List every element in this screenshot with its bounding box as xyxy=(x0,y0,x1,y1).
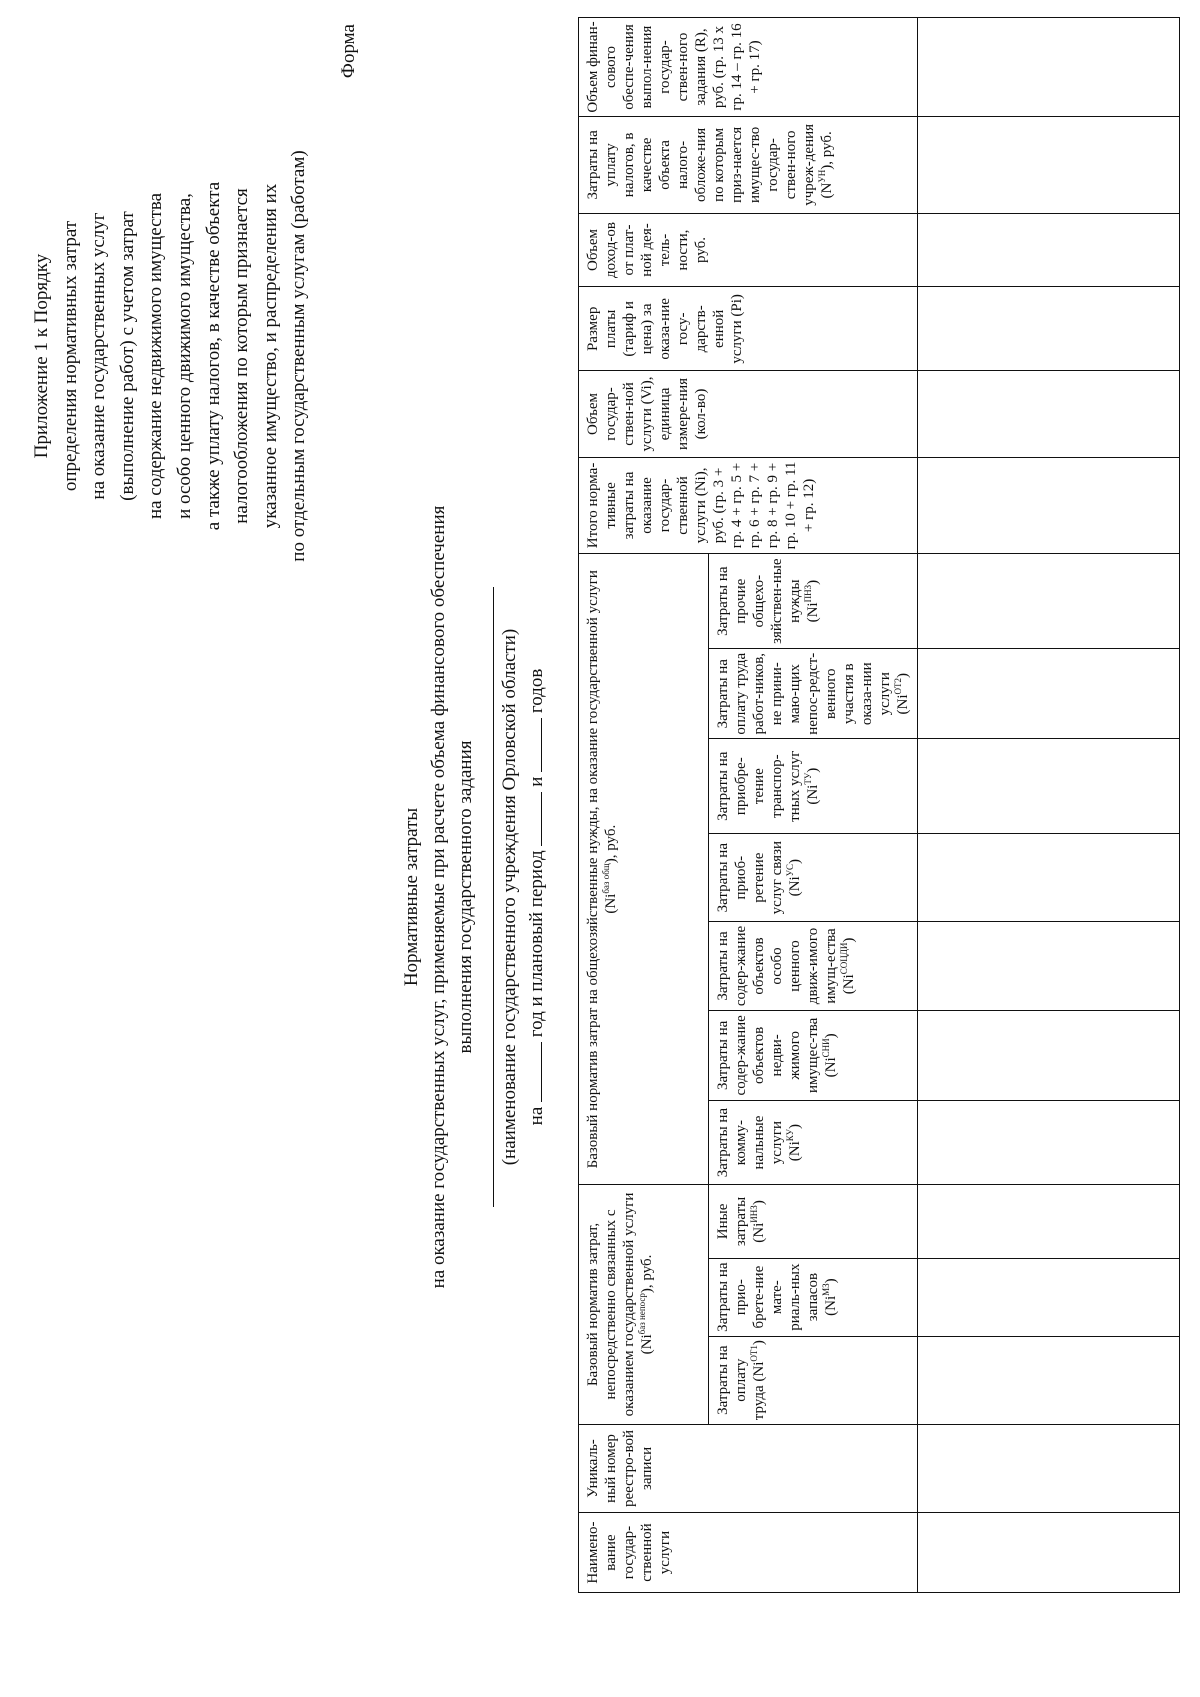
title-line-3: выполнения государственного задания xyxy=(455,740,476,1054)
plan-year-1-blank xyxy=(523,792,542,846)
organization-name-line xyxy=(493,587,494,1207)
sub-sup: СОЦДИ xyxy=(839,942,849,975)
header-general-communications xyxy=(709,834,918,922)
table-cell xyxy=(918,834,1180,922)
table-cell xyxy=(918,1424,1180,1512)
sub-sup: ПНЗ xyxy=(803,584,813,603)
sub-tail: ) xyxy=(895,672,911,678)
table-cell xyxy=(918,554,1180,649)
header-service-name-text: Наимено-вание государ-ственной услуги xyxy=(585,1521,673,1584)
form-label: Форма xyxy=(338,24,359,79)
sub-text: Иные затраты (Ni xyxy=(715,1196,767,1247)
group-general-sup: баз общ xyxy=(601,863,611,894)
header-general-utilities xyxy=(709,1101,918,1185)
sub-text: Затраты на содер-жание объектов особо ценного движ-имого имущ-ества (Ni xyxy=(715,925,857,1007)
sub-text: Затраты на оплату труда работ-ников, не прини-маю-щих непос-редст-венного участия в оказа-нии услуги (Ni xyxy=(715,652,911,735)
header-direct-labor xyxy=(709,1336,918,1424)
year-blank xyxy=(523,1042,542,1102)
title-line-1: Нормативные затраты xyxy=(401,807,422,987)
header-tax xyxy=(579,117,918,214)
header-tax-text: Затраты на уплату налогов, в качестве объекта налого-обложе-ния по которым приз-нается имущес-тво государ-ствен-ного учреж-дения (N xyxy=(585,123,835,206)
period-mid: год и плановый период xyxy=(526,850,547,1038)
sub-tail: ) xyxy=(805,579,821,585)
appendix-line: (выполнение работ) с учетом затрат xyxy=(116,211,138,501)
header-direct-materials xyxy=(709,1258,918,1336)
table-cell xyxy=(918,1010,1180,1100)
header-income-text: Объем доход-ов от плат-ной дея-тель-ности, руб. xyxy=(585,222,709,278)
sub-text: Затраты на комму-нальные услуги (Ni xyxy=(715,1107,803,1178)
header-service-name xyxy=(579,1513,918,1593)
plan-year-2-blank xyxy=(523,718,542,772)
table-cell xyxy=(918,1513,1180,1593)
table-cell xyxy=(918,649,1180,739)
appendix-header xyxy=(28,36,314,676)
table-cell xyxy=(918,117,1180,214)
sub-tail: ) xyxy=(751,1340,767,1346)
appendix-line: указанное имущество, и распределения их xyxy=(259,183,281,529)
table-cell xyxy=(918,922,1180,1010)
table-cell xyxy=(918,287,1180,371)
group-direct-text: Базовый норматив затрат, непосредственно связанных с оказанием государственной услуги (Ni xyxy=(585,1192,655,1417)
sub-text: Затраты на приобре-тение транспор-тных услуг (Ni xyxy=(715,750,821,822)
header-income xyxy=(579,213,918,287)
sub-tail: ) xyxy=(751,1200,767,1206)
header-general-other-needs xyxy=(709,554,918,649)
sub-tail: ) xyxy=(787,859,803,864)
sub-tail: ) xyxy=(823,1278,839,1284)
sub-sup: ТУ xyxy=(803,772,813,785)
sub-text: Затраты на прочие общехо-зяйствен-ные нужды (Ni xyxy=(715,558,821,644)
header-general-transport xyxy=(709,739,918,834)
sub-tail: ) xyxy=(787,1123,803,1129)
appendix-line: определения нормативных затрат xyxy=(59,220,81,492)
sub-tail: ) xyxy=(805,767,821,773)
table-cell xyxy=(918,213,1180,287)
header-price-text: Размер платы (тариф и цена) за оказа-ние госу-дарств-енной услуги (Pi) xyxy=(585,294,745,364)
table-cell xyxy=(918,1185,1180,1259)
header-registry-number xyxy=(579,1424,918,1512)
sub-sup: СНИ xyxy=(821,1038,831,1058)
norm-costs-table xyxy=(578,17,1180,1593)
sub-sup: ОТ2 xyxy=(893,677,903,695)
header-volume-text: Объем государ-ствен-ной услуги (Vi), единица измере-ния (кол-во) xyxy=(585,376,709,452)
header-general-indirect-labor xyxy=(709,649,918,739)
header-tax-sup: УН xyxy=(817,169,827,183)
appendix-line: на оказание государственных услуг xyxy=(88,212,110,500)
appendix-line: на содержание недвижимого имущества xyxy=(145,192,167,520)
appendix-line: Приложение 1 к Порядку xyxy=(31,253,52,459)
header-volume xyxy=(579,371,918,457)
title-line-2: на оказание государственных услуг, применяемые при расчете объема финансового обеспечения xyxy=(428,505,449,1289)
sub-tail: ) xyxy=(841,937,857,943)
table-cell xyxy=(918,18,1180,117)
header-price xyxy=(579,287,918,371)
header-direct-other xyxy=(709,1185,918,1259)
appendix-line: налогообложения по которым признается xyxy=(231,188,253,524)
header-group-general xyxy=(579,554,709,1185)
header-funding xyxy=(579,18,918,117)
appendix-line: по отдельным государственным услугам (работам) xyxy=(288,150,310,562)
appendix-line: и особо ценного движимого имущества, xyxy=(173,193,195,519)
period-prefix: на xyxy=(526,1106,547,1126)
table-cell xyxy=(918,371,1180,457)
table-cell xyxy=(918,739,1180,834)
group-general-tail: ), руб. xyxy=(603,824,619,864)
header-tax-tail: ), руб. xyxy=(819,131,835,170)
header-total xyxy=(579,457,918,554)
group-direct-tail: ), руб. xyxy=(639,1254,655,1294)
sub-sup: ИНЗ xyxy=(749,1205,759,1223)
sub-sup: КУ xyxy=(785,1128,795,1142)
table-cell xyxy=(918,1258,1180,1336)
period-and: и xyxy=(526,776,547,787)
sub-text: Затраты на прио-брете-ние мате-риаль-ных запасов (Ni xyxy=(715,1262,839,1332)
table-cell xyxy=(918,1101,1180,1185)
document-title xyxy=(398,297,550,1497)
sub-text: Затраты на оплату труда (Ni xyxy=(715,1345,767,1421)
group-direct-sup: баз непоср xyxy=(637,1293,647,1335)
sub-sup: ОТ1 xyxy=(749,1345,759,1362)
header-registry-number-text: Уникаль-ный номер реестро-вой записи xyxy=(585,1429,655,1508)
table-cell xyxy=(918,457,1180,554)
header-group-direct xyxy=(579,1185,709,1425)
sub-sup: МЗ xyxy=(821,1283,831,1296)
appendix-line: а также уплату налогов, в качестве объекта xyxy=(202,181,224,531)
header-funding-text: Объем финан-сового обеспе-чения выпол-нения государ-ствен-ного задания (R), руб. (гр. 13 x гр. 14 – гр. 16 + гр. 17) xyxy=(585,21,763,113)
sub-text: Затраты на приоб-ретение услуг связи (Ni xyxy=(715,840,803,915)
header-general-movable-property xyxy=(709,922,918,1010)
header-total-text: Итого норма-тивные затраты на оказание государ-ственной услуги (Ni), руб. (гр. 3 + гр. 4 + гр. 5 + гр. 6 + гр. 7 + гр. 8 + гр. 9 + гр. 10 + гр. 11 + гр. 12) xyxy=(585,461,817,550)
group-general-text: Базовый норматив затрат на общехозяйственные нужды, на оказание государственной услуги (Ni xyxy=(585,570,619,1169)
table-cell xyxy=(918,1336,1180,1424)
organization-caption: (наименование государственного учреждения Орловской области) xyxy=(499,628,520,1166)
sub-tail: ) xyxy=(823,1033,839,1039)
table-row xyxy=(918,18,1180,1593)
period-line xyxy=(523,297,550,1497)
header-general-real-estate xyxy=(709,1010,918,1100)
sub-sup: УС xyxy=(785,864,795,877)
period-suffix: годов xyxy=(526,668,547,714)
sub-text: Затраты на содер-жание объектов недви-жимого имущес-тва (Ni xyxy=(715,1015,839,1096)
